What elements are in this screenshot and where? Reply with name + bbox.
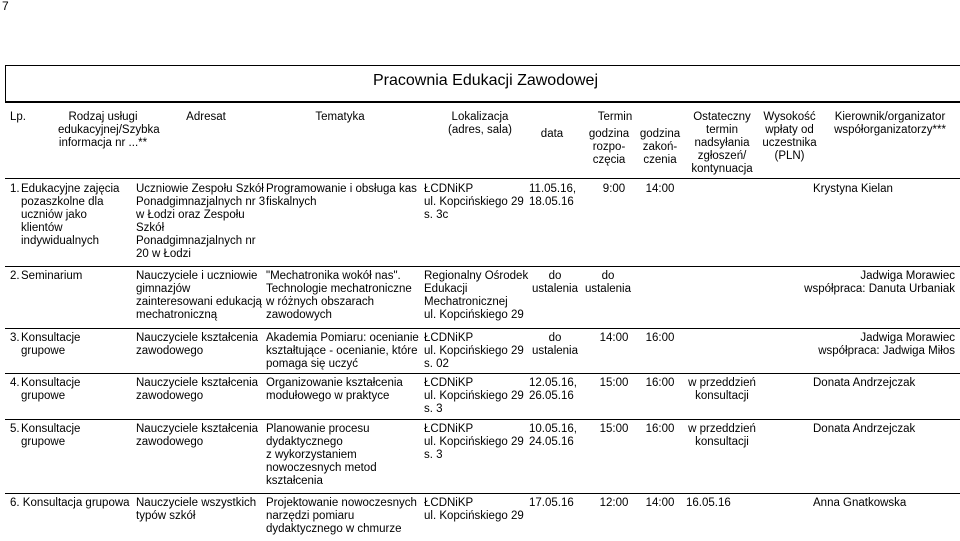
- row-4-start: 15:00: [599, 377, 629, 389]
- row-6-end: 14:00: [645, 497, 675, 509]
- header-lp: Lp.: [10, 111, 26, 123]
- row-5-tematyka: Planowanie procesu dydaktycznego z wykorzystaniem nowoczesnych metod kształcenia: [266, 423, 377, 487]
- row-4-data: 12.05.16, 26.05.16: [529, 377, 577, 402]
- row-separator: [5, 419, 960, 420]
- row-5-start: 15:00: [599, 423, 629, 435]
- row-1-end: 14:00: [645, 183, 675, 195]
- row-2-start: do ustalenia: [584, 270, 632, 295]
- row-2-lokalizacja: Regionalny Ośrodek Edukacji Mechatronicznej ul. Kopcińskiego 29: [424, 270, 529, 321]
- row-1-lp: 1.: [10, 183, 20, 195]
- header-data: data: [540, 128, 564, 140]
- row-1-start: 9:00: [602, 183, 626, 195]
- row-6-lokalizacja: ŁCDNiKP ul. Kopcińskiego 29: [424, 497, 524, 522]
- row-3-lokalizacja: ŁCDNiKP ul. Kopcińskiego 29 s. 02: [424, 332, 524, 370]
- row-4-kierownik: Donata Andrzejczak: [813, 377, 916, 389]
- row-4-lp: 4.: [10, 377, 20, 389]
- row-5-data: 10.05.16, 24.05.16: [529, 423, 577, 448]
- page-title: Pracownia Edukacji Zawodowej: [373, 72, 598, 89]
- row-4-deadline: w przeddzień konsultacji: [688, 377, 756, 402]
- row-1-adresat: Uczniowie Zespołu Szkół Ponadgimnazjalnych nr 3 w Łodzi oraz Zespołu Szkół Ponadgimnazjalnych nr 20 w Łodzi: [136, 183, 266, 260]
- header-wysokosc: Wysokość wpłaty od uczestnika (PLN): [762, 111, 817, 162]
- row-4-end: 16:00: [645, 377, 675, 389]
- row-separator: [5, 493, 960, 494]
- row-3-kierownik: Jadwiga Morawiec współpraca: Jadwiga Miłos: [818, 332, 955, 357]
- row-separator: [5, 328, 960, 329]
- page-number: 7: [2, 0, 9, 13]
- header-godz-zak: godzina zakoń- czenia: [639, 128, 681, 166]
- row-3-end: 16:00: [645, 332, 675, 344]
- row-2-rodzaj: Seminarium: [21, 270, 83, 282]
- row-6-data: 17.05.16: [529, 497, 574, 509]
- row-6-start: 12:00: [599, 497, 629, 509]
- header-lokalizacja: Lokalizacja (adres, sala): [448, 111, 512, 136]
- row-3-data: do ustalenia: [531, 332, 579, 357]
- row-5-lokalizacja: ŁCDNiKP ul. Kopcińskiego 29 s. 3: [424, 423, 524, 461]
- row-separator: [5, 373, 960, 374]
- row-6-tematyka: Projektowanie nowoczesnych narzędzi pomiaru dydaktycznego w chmurze: [266, 497, 417, 535]
- row-2-kierownik: Jadwiga Morawiec współpraca: Danuta Urbaniak: [804, 270, 955, 295]
- header-kierownik: Kierownik/organizator współorganizatorzy***: [834, 111, 946, 136]
- row-5-rodzaj: Konsultacje grupowe: [21, 423, 81, 448]
- row-6-lp: 6. Konsultacja grupowa: [10, 497, 130, 509]
- row-separator: [5, 178, 960, 179]
- row-5-lp: 5.: [10, 423, 20, 435]
- row-4-adresat: Nauczyciele kształcenia zawodowego: [136, 377, 259, 402]
- row-5-kierownik: Donata Andrzejczak: [813, 423, 916, 435]
- header-rodzaj: Rodzaj usługi edukacyjnej/Szybka informacja nr ...**: [58, 111, 160, 149]
- header-top-line: [5, 102, 960, 103]
- row-4-rodzaj: Konsultacje grupowe: [21, 377, 81, 402]
- row-6-kierownik: Anna Gnatkowska: [813, 497, 907, 509]
- row-2-tematyka: "Mechatronika wokół nas". Technologie mechatroniczne w różnych obszarach zawodowych: [266, 270, 412, 321]
- row-1-data: 11.05.16, 18.05.16: [529, 183, 577, 208]
- header-tematyka: Tematyka: [315, 111, 365, 123]
- header-adresat: Adresat: [186, 111, 226, 123]
- row-5-adresat: Nauczyciele kształcenia zawodowego: [136, 423, 259, 448]
- row-1-lokalizacja: ŁCDNiKP ul. Kopcińskiego 29 s. 3c: [424, 183, 524, 221]
- row-1-tematyka: Programowanie i obsługa kas fiskalnych: [266, 183, 417, 208]
- row-3-rodzaj: Konsultacje grupowe: [21, 332, 81, 357]
- row-1-rodzaj: Edukacyjne zajęcia pozaszkolne dla uczniów jako klientów indywidualnych: [21, 183, 120, 247]
- row-separator: [5, 266, 960, 267]
- row-5-end: 16:00: [645, 423, 675, 435]
- row-1-kierownik: Krystyna Kielan: [813, 183, 893, 195]
- row-2-adresat: Nauczyciele i uczniowie gimnazjów zainteresowani edukacją mechatroniczną: [136, 270, 262, 321]
- row-6-deadline: 16.05.16: [686, 497, 731, 509]
- row-6-adresat: Nauczyciele wszystkich typów szkół: [136, 497, 257, 522]
- row-2-lp: 2.: [10, 270, 20, 282]
- header-termin: Termin: [597, 111, 633, 123]
- row-4-tematyka: Organizowanie kształcenia modułowego w praktyce: [266, 377, 403, 402]
- row-5-deadline: w przeddzień konsultacji: [688, 423, 756, 448]
- row-2-data: do ustalenia: [531, 270, 579, 295]
- header-godz-rozp: godzina rozpo- częcia: [588, 128, 630, 166]
- row-3-adresat: Nauczyciele kształcenia zawodowego: [136, 332, 259, 357]
- row-4-lokalizacja: ŁCDNiKP ul. Kopcińskiego 29 s. 3: [424, 377, 524, 415]
- row-3-tematyka: Akademia Pomiaru: ocenianie kształtujące - ocenianie, które pomaga się uczyć: [266, 332, 419, 370]
- row-3-start: 14:00: [599, 332, 629, 344]
- header-ostateczny: Ostateczny termin nadsyłania zgłoszeń/ kontynuacja: [691, 111, 753, 175]
- row-3-lp: 3.: [10, 332, 20, 344]
